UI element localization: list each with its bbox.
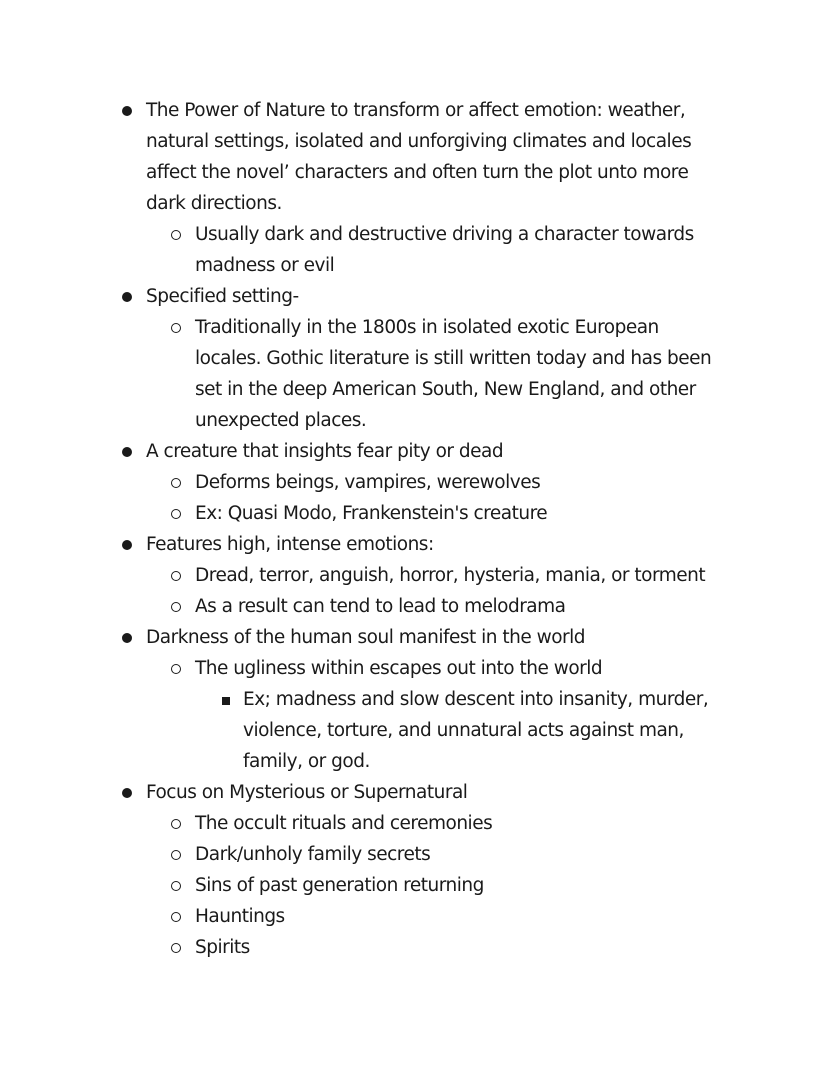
bullet-circle-icon [171,230,181,240]
bullet-disc-icon [122,540,132,550]
bullet-disc-icon [122,788,132,798]
bullet-3-sub-1: Deforms beings, vampires, werewolves [195,472,541,493]
bullet-5-subsub-1-line-2: violence, torture, and unnatural acts against man, [243,720,684,741]
bullet-1-line-4: dark directions. [146,193,282,214]
bullet-1-line-1: The Power of Nature to transform or affect emotion: weather, [146,100,686,121]
bullet-2-sub-1-line-4: unexpected places. [195,410,367,431]
bullet-5-subsub-1-line-3: family, or god. [243,751,370,772]
bullet-6-sub-5: Spirits [195,937,250,958]
bullet-circle-icon [171,323,181,333]
bullet-1-line-2: natural settings, isolated and unforgiving climates and locales [146,131,692,152]
bullet-circle-icon [171,912,181,922]
bullet-5-text: Darkness of the human soul manifest in the world [146,627,586,648]
bullet-2-sub-1-line-2: locales. Gothic literature is still written today and has been [195,348,712,369]
bullet-disc-icon [122,106,132,116]
bullet-4-sub-1: Dread, terror, anguish, horror, hysteria, mania, or torment [195,565,706,586]
bullet-4-sub-2: As a result can tend to lead to melodrama [195,596,566,617]
bullet-6-sub-1: The occult rituals and ceremonies [195,813,493,834]
bullet-1-sub-1-line-1: Usually dark and destructive driving a character towards [195,224,694,245]
bullet-6-sub-3: Sins of past generation returning [195,875,484,896]
bullet-circle-icon [171,819,181,829]
bullet-disc-icon [122,447,132,457]
bullet-2-sub-1-line-1: Traditionally in the 1800s in isolated exotic European [195,317,659,338]
bullet-disc-icon [122,292,132,302]
bullet-circle-icon [171,881,181,891]
bullet-circle-icon [171,664,181,674]
bullet-1-sub-1-line-2: madness or evil [195,255,335,276]
bullet-5-subsub-1-line-1: Ex; madness and slow descent into insanity, murder, [243,689,709,710]
bullet-circle-icon [171,943,181,953]
bullet-4-text: Features high, intense emotions: [146,534,434,555]
bullet-6-text: Focus on Mysterious or Supernatural [146,782,468,803]
bullet-6-sub-2: Dark/unholy family secrets [195,844,431,865]
bullet-circle-icon [171,509,181,519]
bullet-3-text: A creature that insights fear pity or dead [146,441,504,462]
bullet-5-sub-1: The ugliness within escapes out into the world [195,658,603,679]
bullet-1-line-3: affect the novel’ characters and often turn the plot unto more [146,162,689,183]
bullet-2-sub-1-line-3: set in the deep American South, New England, and other [195,379,696,400]
bullet-disc-icon [122,633,132,643]
bullet-circle-icon [171,478,181,488]
bullet-2-text: Specified setting- [146,286,299,307]
bullet-3-sub-2: Ex: Quasi Modo, Frankenstein's creature [195,503,548,524]
bullet-circle-icon [171,602,181,612]
bullet-circle-icon [171,571,181,581]
bullet-circle-icon [171,850,181,860]
bullet-square-icon [222,697,230,705]
bullet-6-sub-4: Hauntings [195,906,285,927]
